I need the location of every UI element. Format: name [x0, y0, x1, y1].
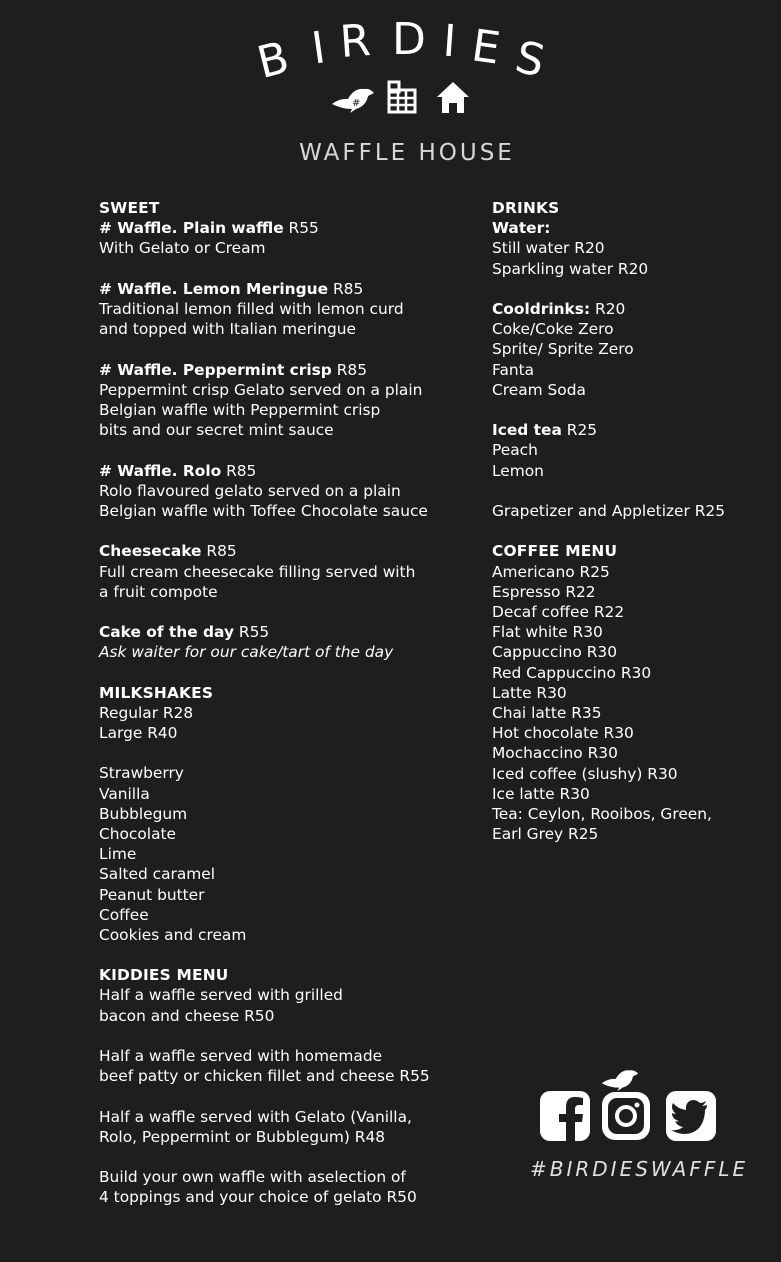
coffee-item: Espresso R22	[492, 582, 596, 601]
item-desc: Half a waffle served with homemade	[99, 1047, 383, 1066]
logo-letter: R	[338, 14, 373, 69]
logo-letter: S	[510, 31, 550, 88]
item-name: Cake of the day	[99, 623, 234, 642]
menu-item	[99, 541, 459, 602]
facebook-icon[interactable]	[539, 1090, 591, 1142]
bird-icon	[600, 1066, 640, 1092]
coffee-item: Ice latte R30	[492, 784, 590, 803]
menu-item	[99, 360, 459, 441]
coffee-item: Chai latte R35	[492, 704, 602, 723]
item-name: Cheesecake	[99, 542, 202, 561]
item-name: # Waffle. Plain waffle	[99, 219, 284, 238]
milkshake-flavour: Strawberry	[99, 764, 184, 783]
item-price: R20	[590, 300, 626, 318]
coffee-item: Tea: Ceylon, Rooibos, Green,	[492, 805, 712, 824]
item-price: R25	[561, 421, 598, 440]
item-desc: Traditional lemon filled with lemon curd	[99, 300, 404, 318]
item-name: # Waffle. Lemon Meringue	[99, 279, 329, 298]
section-title-drinks: DRINKS	[492, 199, 560, 217]
item-desc: Peppermint crisp Gelato served on a plain	[99, 380, 423, 399]
drink-item: Sprite/ Sprite Zero	[492, 340, 634, 359]
milkshake-flavour: Cookies and cream	[99, 926, 247, 945]
menu-item	[99, 279, 459, 340]
milkshake-size: Large R40	[99, 724, 178, 742]
item-price: R85	[221, 461, 257, 480]
menu-item	[99, 622, 459, 662]
coffee-item: Earl Grey R25	[492, 825, 599, 844]
item-desc: bits and our secret mint sauce	[99, 421, 334, 440]
item-desc: Half a waffle served with grilled	[99, 986, 343, 1005]
menu-item	[99, 218, 459, 258]
coffee-item: Latte R30	[492, 683, 567, 702]
drinks-subheading: Water:	[492, 219, 551, 238]
item-desc: Belgian waffle with Peppermint crisp	[99, 401, 381, 419]
coffee-item: Iced coffee (slushy) R30	[492, 764, 678, 783]
milkshake-flavour: Vanilla	[99, 784, 150, 803]
logo-icons	[330, 80, 475, 116]
hashtag: #BIRDIESWAFFLE	[530, 1157, 749, 1181]
page-subtitle: WAFFLE HOUSE	[299, 140, 515, 166]
milkshake-flavour: Salted caramel	[99, 865, 216, 884]
item-price: R85	[331, 360, 367, 379]
milkshake-flavour: Chocolate	[99, 825, 177, 843]
logo-letter: E	[468, 20, 504, 75]
logo-letter: B	[252, 32, 294, 89]
milkshake-flavour: Coffee	[99, 905, 149, 924]
drink-item: Coke/Coke Zero	[492, 320, 614, 339]
item-desc: Ask waiter for our cake/tart of the day	[99, 643, 394, 662]
coffee-item: Flat white R30	[492, 623, 603, 642]
item-desc: Half a waffle served with Gelato (Vanilla,	[99, 1107, 412, 1126]
coffee-item: Americano R25	[492, 562, 610, 581]
section-title-sweet: SWEET	[99, 199, 160, 217]
milkshake-size: Regular R28	[99, 703, 194, 722]
item-name: # Waffle. Peppermint crisp	[99, 360, 332, 379]
milkshake-flavour: Lime	[99, 845, 137, 864]
logo-letter: I	[308, 22, 329, 75]
item-desc: beef patty or chicken fillet and cheese R55	[99, 1067, 430, 1086]
drink-item: Sparkling water R20	[492, 259, 649, 278]
item-desc: 4 toppings and your choice of gelato R50	[99, 1188, 417, 1207]
item-price: R85	[201, 542, 237, 561]
coffee-item: Cappuccino R30	[492, 643, 618, 662]
item-desc: With Gelato or Cream	[99, 239, 266, 258]
item-desc: Build your own waffle with aselection of	[99, 1168, 406, 1187]
instagram-icon[interactable]	[600, 1090, 652, 1142]
drink-item: Lemon	[492, 461, 544, 480]
coffee-item: Decaf coffee R22	[492, 603, 625, 621]
menu-item	[99, 1167, 459, 1207]
menu-item	[99, 1107, 459, 1147]
drink-item: Cream Soda	[492, 380, 586, 399]
milkshake-flavour: Bubblegum	[99, 804, 188, 823]
menu-item	[99, 461, 459, 522]
logo-letter: D	[392, 14, 426, 65]
item-price: R85	[328, 279, 364, 298]
left-column	[99, 198, 459, 1208]
coffee-item: Red Cappuccino R30	[492, 663, 652, 682]
milkshake-flavour: Peanut butter	[99, 885, 205, 904]
coffee-item: Mochaccino R30	[492, 744, 618, 763]
drink-item: Grapetizer and Appletizer R25	[492, 502, 726, 520]
item-desc: Rolo flavoured gelato served on a plain	[99, 481, 401, 500]
drink-item: Peach	[492, 441, 538, 460]
waffle-icon	[387, 80, 417, 114]
drinks-subheading: Cooldrinks:	[492, 300, 591, 318]
drink-item: Still water R20	[492, 239, 605, 258]
item-desc: bacon and cheese R50	[99, 1006, 275, 1025]
section-title-kiddies: KIDDIES MENU	[99, 966, 229, 985]
right-column	[492, 198, 752, 844]
logo-letter: I	[441, 15, 458, 68]
item-price: R55	[283, 219, 319, 238]
menu-item	[99, 985, 459, 1025]
item-desc: and topped with Italian meringue	[99, 320, 356, 339]
item-price: R55	[234, 623, 270, 642]
item-desc: Rolo, Peppermint or Bubblegum) R48	[99, 1127, 386, 1146]
coffee-item: Hot chocolate R30	[492, 724, 634, 743]
svg-text:#: #	[352, 98, 361, 109]
bird-icon	[330, 84, 376, 114]
section-title-coffee: COFFEE MENU	[492, 542, 618, 561]
drink-item: Fanta	[492, 360, 535, 379]
item-desc: Full cream cheesecake filling served with	[99, 562, 416, 581]
drinks-subheading: Iced tea	[492, 421, 562, 440]
item-desc: a fruit compote	[99, 582, 218, 601]
header	[0, 0, 781, 180]
section-title-milkshakes: MILKSHAKES	[99, 683, 214, 702]
menu-item	[99, 1046, 459, 1086]
house-icon	[436, 80, 470, 114]
item-desc: Belgian waffle with Toffee Chocolate sauce	[99, 502, 428, 520]
twitter-icon[interactable]	[665, 1090, 717, 1142]
item-name: # Waffle. Rolo	[99, 461, 222, 480]
